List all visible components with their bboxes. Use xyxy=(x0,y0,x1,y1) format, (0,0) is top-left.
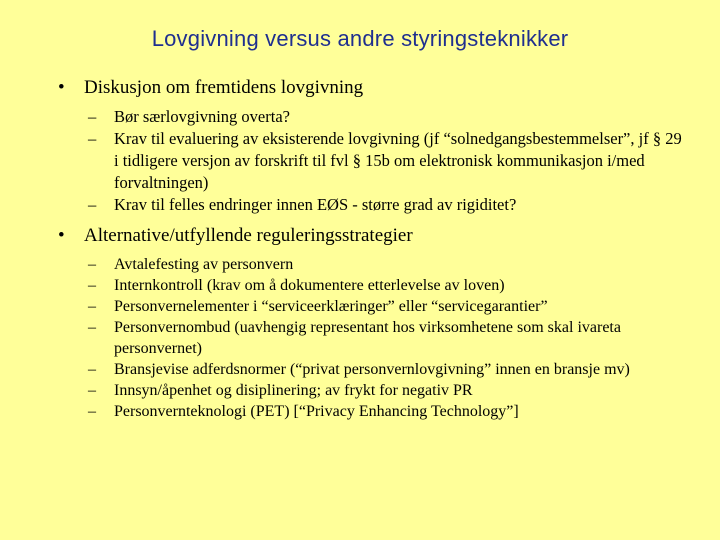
slide-body xyxy=(58,76,698,430)
sub-item xyxy=(58,317,684,359)
sub-item xyxy=(58,275,684,296)
sub-item xyxy=(58,254,684,275)
sub-item-text: Bør særlovgivning overta? xyxy=(114,107,290,126)
sub-item-text: Personvernteknologi (PET) [“Privacy Enhancing Technology”] xyxy=(114,403,519,420)
dash-icon: – xyxy=(88,382,96,399)
sub-item xyxy=(58,380,684,401)
sub-item xyxy=(58,296,684,317)
sub-item-text: Bransjevise adferdsnormer (“privat personvernlovgivning” innen en bransje mv) xyxy=(114,361,630,378)
sub-item-text: Innsyn/åpenhet og disiplinering; av frykt for negativ PR xyxy=(114,382,473,399)
sub-item-text: Internkontroll (krav om å dokumentere etterlevelse av loven) xyxy=(114,277,505,294)
sub-item xyxy=(58,401,684,422)
dash-icon: – xyxy=(88,403,96,420)
dash-icon: – xyxy=(88,319,96,336)
sub-item-text: Avtalefesting av personvern xyxy=(114,256,294,273)
slide-title: Lovgivning versus andre styringsteknikker xyxy=(151,26,569,51)
dash-icon: – xyxy=(88,298,96,315)
dash-icon: – xyxy=(88,256,96,273)
bullet-icon: • xyxy=(58,77,65,98)
sub-list-diskusjon xyxy=(58,106,698,216)
sub-item xyxy=(58,359,684,380)
dash-icon: – xyxy=(88,195,97,214)
sub-item-text: Personvernelementer i “serviceerklæringer” eller “servicegarantier” xyxy=(114,298,548,315)
dash-icon: – xyxy=(88,277,96,294)
sub-list-alternative xyxy=(58,254,698,422)
bullet-text: Alternative/utfyllende reguleringsstrategier xyxy=(84,225,413,246)
sub-item xyxy=(58,128,684,194)
sub-item xyxy=(58,106,684,128)
bullet-alternative xyxy=(58,224,698,248)
sub-item xyxy=(58,194,684,216)
sub-item-text: Krav til felles endringer innen EØS - større grad av rigiditet? xyxy=(114,195,517,214)
dash-icon: – xyxy=(88,361,96,378)
bullet-diskusjon xyxy=(58,76,698,100)
bullet-icon: • xyxy=(58,225,65,246)
sub-item-text: Personvernombud (uavhengig representant hos virksomhetene som skal ivareta personvernet) xyxy=(114,319,621,357)
dash-icon: – xyxy=(88,129,97,148)
bullet-text: Diskusjon om fremtidens lovgivning xyxy=(84,77,364,98)
dash-icon: – xyxy=(88,107,97,126)
sub-item-text: Krav til evaluering av eksisterende lovgivning (jf “solnedgangsbestemmelser”, jf § 29 i tidligere versjon av forskrift til fvl § 15b om elektronisk kommunikasjon i/med forvaltningen) xyxy=(114,129,682,192)
